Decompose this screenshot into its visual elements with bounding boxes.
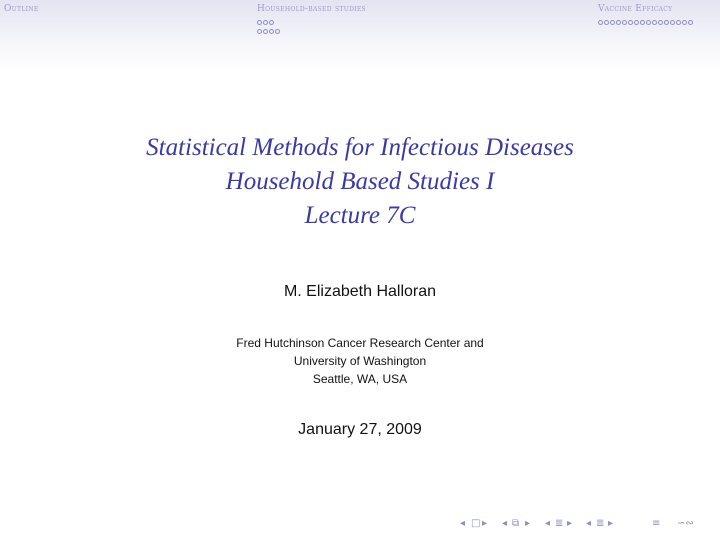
nav-section-outline[interactable]: Outline	[4, 4, 39, 14]
frame-dot[interactable]	[269, 29, 274, 34]
search-icon[interactable]: ∽∾	[677, 518, 694, 529]
frame-prev-icon[interactable]: ◂	[460, 518, 466, 529]
headline-bar	[0, 0, 720, 72]
frame-next-icon[interactable]: ▸	[482, 518, 488, 529]
frame-dot[interactable]	[658, 20, 663, 25]
frame-dot[interactable]	[676, 20, 681, 25]
household-dots-row-1	[257, 20, 274, 25]
frame-dot[interactable]	[257, 29, 262, 34]
frame-dot[interactable]	[634, 20, 639, 25]
part-icon[interactable]: ≣	[596, 518, 605, 529]
subsection-prev-icon[interactable]: ◂	[502, 518, 508, 529]
frame-dot[interactable]	[610, 20, 615, 25]
vaccine-dots-row-1	[598, 20, 693, 25]
section-prev-icon[interactable]: ◂	[545, 518, 551, 529]
frame-dot[interactable]	[688, 20, 693, 25]
frame-dot[interactable]	[646, 20, 651, 25]
part-next-icon[interactable]: ▸	[608, 518, 614, 529]
frame-dot[interactable]	[257, 20, 262, 25]
section-icon[interactable]: ≣	[555, 518, 564, 529]
frame-dot[interactable]	[598, 20, 603, 25]
author-name: M. Elizabeth Halloran	[283, 283, 437, 300]
presentation-date: January 27, 2009	[298, 421, 422, 438]
frame-dot[interactable]	[263, 29, 268, 34]
beamer-navigation-bar	[460, 518, 715, 534]
title-line-2: Household Based Studies I	[225, 168, 495, 195]
affiliation-line-1: Fred Hutchinson Cancer Research Center and	[236, 336, 484, 350]
frame-dot[interactable]	[275, 29, 280, 34]
frame-dot[interactable]	[269, 20, 274, 25]
frame-dot[interactable]	[652, 20, 657, 25]
part-prev-icon[interactable]: ◂	[586, 518, 592, 529]
subsection-next-icon[interactable]: ▸	[525, 518, 531, 529]
frame-dot[interactable]	[616, 20, 621, 25]
nav-section-household[interactable]: Household-based studies	[257, 4, 366, 14]
frame-dot[interactable]	[664, 20, 669, 25]
slide-title	[0, 131, 720, 233]
title-line-3: Lecture 7C	[304, 202, 416, 229]
frame-dot[interactable]	[622, 20, 627, 25]
frame-dot[interactable]	[670, 20, 675, 25]
frame-dot[interactable]	[682, 20, 687, 25]
frame-dot[interactable]	[640, 20, 645, 25]
frame-dot[interactable]	[263, 20, 268, 25]
document-icon[interactable]: ≡	[652, 518, 661, 529]
subsection-icon[interactable]: ⧉	[512, 518, 520, 529]
frame-dot[interactable]	[628, 20, 633, 25]
frame-icon[interactable]: □	[471, 518, 481, 529]
nav-section-vaccine-efficacy[interactable]: Vaccine Efficacy	[598, 4, 673, 14]
section-next-icon[interactable]: ▸	[567, 518, 573, 529]
affiliation	[0, 334, 720, 388]
household-dots-row-2	[257, 29, 280, 34]
affiliation-line-3: Seattle, WA, USA	[312, 372, 408, 386]
frame-dot[interactable]	[604, 20, 609, 25]
title-line-1: Statistical Methods for Infectious Diseases	[146, 134, 574, 161]
affiliation-line-2: University of Washington	[293, 354, 427, 368]
